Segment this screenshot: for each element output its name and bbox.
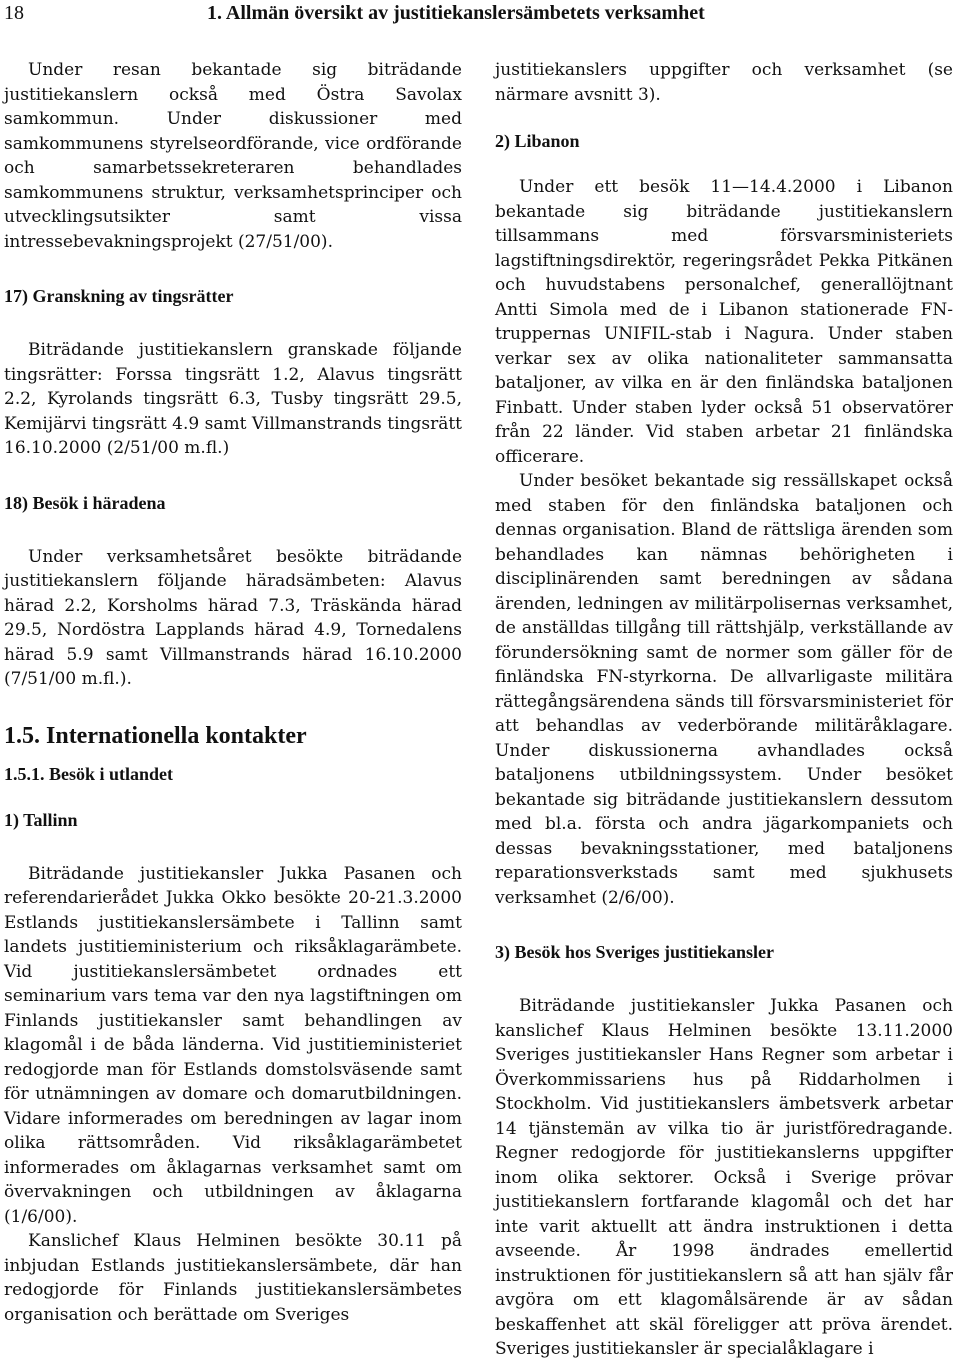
- paragraph-tallinn-1: Biträdande justitiekansler Jukka Pasanen och referendarierådet Jukka Okko besökte 20-21.3.2000 Estlands justitiekanslersämbete i Tallinn samt landets justitieministerium och riksåklagarämbete. Vid justitiekanslersämbetet ordnades ett seminarium vars tema var den nya lagstiftningen om Finlands justitiekansler samt behandlingen av klagomål i de båda länderna. Vid justitieministeriet redogjorde man för Estlands domstolsväsende samt för utnämningen av domare och domarutbildningen. Vidare informerades om beredningen av lagar inom olika rättsområden. Vid riksåklagarämbetet informerades om åklagarnas verksamhet samt om övervakningen och utbildningen av åklagarna (1/6/00).: [4, 863, 462, 1227]
- paragraph-haradena: Under verksamhetsåret besökte biträdande justitiekanslern följande häradsämbeten: Alavus härad 2.2, Korsholms härad 7.3, Träskända härad 29.5, Nordöstra Lapplands härad 4.9, Tornedalens härad 5.9 samt Villmanstrands härad 16.10.2000 (7/51/00 m.fl.).: [4, 546, 462, 689]
- heading-tallinn: 1) Tallinn: [4, 809, 78, 830]
- heading-besok-haradena: 18) Besök i häradena: [4, 492, 166, 513]
- page-number: 18: [4, 2, 24, 24]
- paragraph-tallinn-2: Kanslichef Klaus Helminen besökte 30.11 på inbjudan Estlands justitiekanslersämbete, där han redogjorde för Finlands justitiekanslersämbetes organisation och berättade om Sveriges: [4, 1231, 462, 1325]
- paragraph-sverige: Biträdande justitiekansler Jukka Pasanen och kanslichef Klaus Helminen besökte 13.11.2000 Sveriges justitiekansler Hans Regner som arbetar i Överkommissariens hus på Riddarholmen i Stockholm. Vid justitiekanslers ämbetsverk arbetar 14 tjänstemän av vilka tio är juristföredragande. Regner redogjorde för justitiekanslerns uppgifter inom olika sektorer. Också i Sverige prövar justitiekanslern fortfarande klagomål och det har inte varit aktuellt att ändra instruktionen i detta avseende. År 1998 ändrades emellertid instruktionen för justitiekanslern så att han själv får avgöra om ett klagomålsärende är av sådan beskaffenhet att skäl föreligger att pröva ärendet. Sveriges justitiekansler är specialåklagare i: [495, 996, 953, 1359]
- paragraph-savolax: Under resan bekantade sig biträdande justitiekanslern också med Östra Savolax samkommun. Under diskussioner med samkommunens styrelseordförande, vice ordförande och samarbetssekreteraren behandlades samkommunens struktur, verksamhetsprinciper och utvecklingsutsikter samt vissa intressebevakningsprojekt (27/51/00).: [4, 60, 462, 252]
- running-title: 1. Allmän översikt av justitiekanslersämbetets verksamhet: [207, 2, 705, 24]
- paragraph-libanon-2: Under besöket bekantade sig ressällskapet också med staben för den finländska bataljonen och dennas organisation. Bland de rättsliga ärenden som behandlades kan nämnas behörigheten i disciplinärenden samt beredningen av sådana ärenden, ledningen av militärpolisernas verksamhet, de anställdas tillgång till rättshjälp, verkställande av förundersökning samt de normer som gäller för de finländska FN-styrkorna. De allvarligaste militära rättegångsärendena sänds till försvarsministeriet för att behandlas av vederbörande militäråklagare. Under diskussionerna avhandlades också bataljonens utbildningssystem. Under besöket bekantade sig biträdande justitiekanslern dessutom med bl.a. första och andra jägarkompaniets och dessas bevakningsstationer, med bataljonens reparationsverkstads samt med sjukhusets verksamhet (2/6/00).: [495, 471, 953, 908]
- paragraph-tingsratter: Biträdande justitiekanslern granskade följande tingsrätter: Forssa tingsrätt 1.2, Alavus tingsrätt 2.2, Kyrolands tingsrätt 6.3, Tusby tingsrätt 29.5, Kemijärvi tingsrätt 4.9 samt Villmanstrands tingsrätt 16.10.2000 (2/51/00 m.fl.): [4, 340, 462, 458]
- heading-sveriges-justitiekansler: 3) Besök hos Sveriges justitiekansler: [495, 942, 774, 962]
- right-column: [495, 58, 953, 1362]
- heading-internationella-kontakter: 1.5. Internationella kontakter: [4, 722, 307, 749]
- heading-libanon: 2) Libanon: [495, 131, 580, 151]
- page-header: [0, 0, 960, 32]
- left-column: [4, 58, 462, 1327]
- heading-granskning-tingsratter: 17) Granskning av tingsrätter: [4, 286, 234, 306]
- paragraph-libanon-1: Under ett besök 11—14.4.2000 i Libanon bekantade sig biträdande justitiekanslern tillsammans med försvarsministeriets lagstiftningsdirektör, regeringsrådet Pekka Pitkänen och huvudstabens personalchef, generallöjtnant Antti Simola med de i Libanon stationerade FN-truppernas UNIFIL-stab i Nagura. Under staben verkar sex av olika nationaliteter sammansatta bataljoner, av vilka en är den finländska bataljonen Finbatt. Under staben lyder också 51 observatörer från 22 länder. Vid staben arbetar 21 finländska officerare.: [495, 177, 953, 467]
- paragraph-continuation: justitiekanslers uppgifter och verksamhet (se närmare avsnitt 3).: [495, 60, 953, 105]
- heading-besok-utlandet: 1.5.1. Besök i utlandet: [4, 763, 174, 784]
